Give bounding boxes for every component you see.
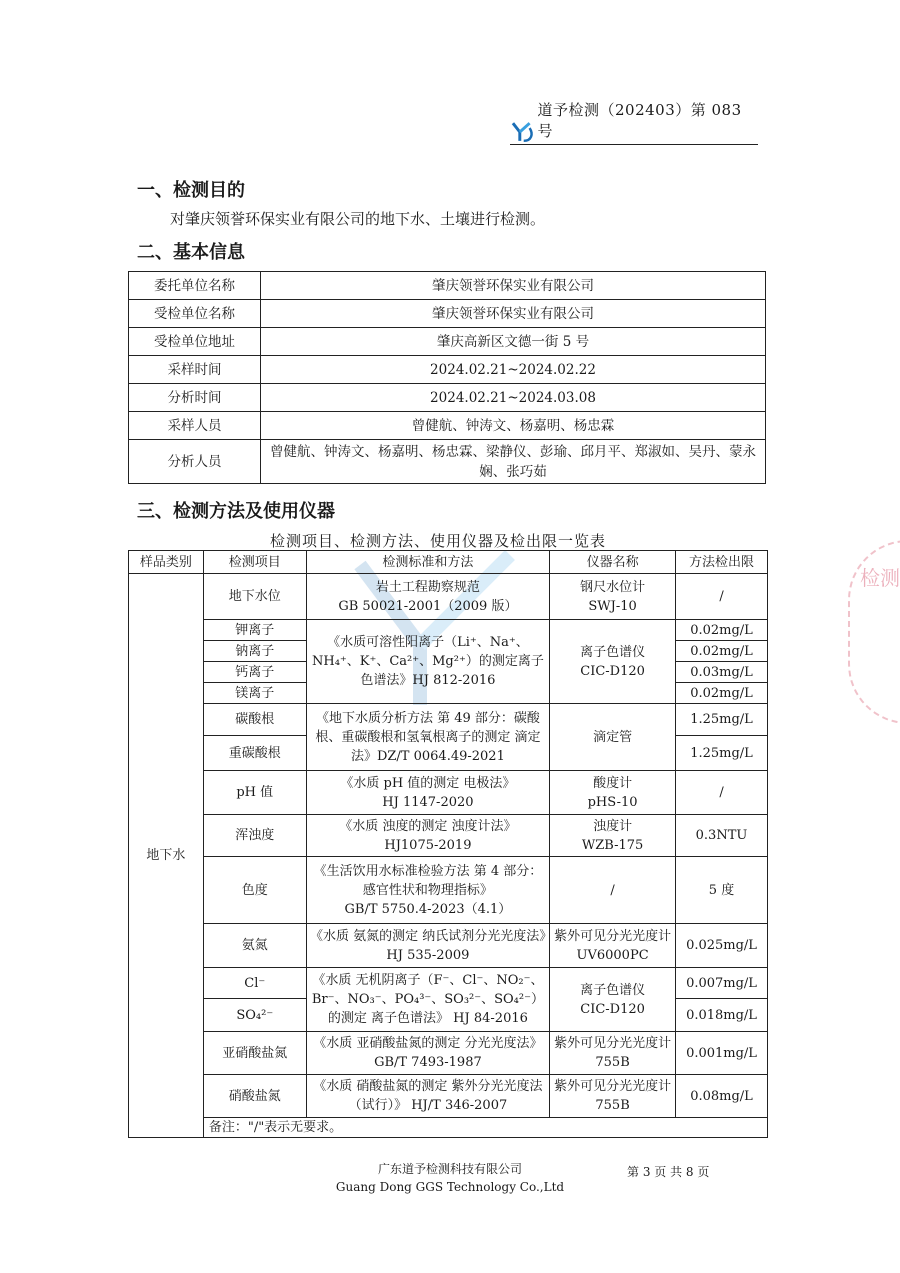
info-row <box>129 384 766 412</box>
item-cell: 碳酸根 <box>203 704 306 736</box>
method-cell: 《水质可溶性阳离子（Li⁺、Na⁺、NH₄⁺、K⁺、Ca²⁺、Mg²⁺）的测定离子色谱法》HJ 812-2016 <box>306 620 549 704</box>
footer-company-cn: 广东道予检测科技有限公司 <box>377 1162 522 1176</box>
item-cell: 亚硝酸盐氮 <box>203 1032 306 1075</box>
item-cell: 镁离子 <box>203 683 306 704</box>
info-label: 采样时间 <box>129 356 261 384</box>
item-cell: 色度 <box>203 857 306 924</box>
method-cell: 《水质 pH 值的测定 电极法》 HJ 1147-2020 <box>306 771 549 815</box>
info-row <box>129 412 766 440</box>
item-cell: 钠离子 <box>203 641 306 662</box>
item-cell: 钙离子 <box>203 662 306 683</box>
item-cell: 硝酸盐氮 <box>203 1075 306 1118</box>
info-row <box>129 300 766 328</box>
inspection-stamp <box>848 540 900 724</box>
header-cell: 检测项目 <box>203 551 306 574</box>
method-table <box>128 550 768 1138</box>
section-title-purpose: 一、检测目的 <box>137 180 245 201</box>
method-cell: 《生活饮用水标准检验方法 第 4 部分：感官性状和物理指标》 GB/T 5750.4-2023（4.1） <box>306 857 549 924</box>
instrument-cell: 紫外可见分光光度计 UV6000PC <box>550 924 676 968</box>
item-cell: 地下水位 <box>203 574 306 620</box>
basic-info-table <box>128 271 766 484</box>
limit-cell: 0.02mg/L <box>676 620 768 641</box>
section-title-methods: 三、检测方法及使用仪器 <box>137 501 335 522</box>
page-number: 第 3 页 共 8 页 <box>627 1165 710 1179</box>
limit-cell: 0.08mg/L <box>676 1075 768 1118</box>
limit-cell: 0.001mg/L <box>676 1032 768 1075</box>
limit-cell: 0.007mg/L <box>676 968 768 999</box>
instrument-cell: 滴定管 <box>550 704 676 771</box>
info-label: 采样人员 <box>129 412 261 440</box>
header-cell: 样品类别 <box>129 551 204 574</box>
info-value: 2024.02.21~2024.03.08 <box>261 384 766 412</box>
info-value: 肇庆领誉环保实业有限公司 <box>261 272 766 300</box>
method-cell: 《水质 无机阴离子（F⁻、Cl⁻、NO₂⁻、Br⁻、NO₃⁻、PO₄³⁻、SO₃²⁻、SO₄²⁻）的测定 离子色谱法》 HJ 84-2016 <box>306 968 549 1032</box>
table-caption: 检测项目、检测方法、使用仪器及检出限一览表 <box>270 532 607 550</box>
item-cell: 钾离子 <box>203 620 306 641</box>
footer-company-en: Guang Dong GGS Technology Co.,Ltd <box>335 1180 565 1194</box>
table-note: 备注："/"表示无要求。 <box>203 1118 767 1138</box>
info-label: 分析时间 <box>129 384 261 412</box>
item-cell: 氨氮 <box>203 924 306 968</box>
header-cell: 仪器名称 <box>550 551 676 574</box>
header-cell: 方法检出限 <box>676 551 768 574</box>
item-cell: Cl⁻ <box>203 968 306 999</box>
instrument-cell: 紫外可见分光光度计 755B <box>550 1075 676 1118</box>
limit-cell: / <box>676 771 768 815</box>
method-cell: 《水质 氨氮的测定 纳氏试剂分光光度法》HJ 535-2009 <box>306 924 549 968</box>
instrument-cell: 钢尺水位计 SWJ-10 <box>550 574 676 620</box>
instrument-cell: 离子色谱仪 CIC-D120 <box>550 968 676 1032</box>
item-cell: 浑浊度 <box>203 815 306 857</box>
limit-cell: / <box>676 574 768 620</box>
limit-cell: 5 度 <box>676 857 768 924</box>
stamp-text: 检测 <box>860 566 900 590</box>
info-value: 2024.02.21~2024.02.22 <box>261 356 766 384</box>
item-cell: 重碳酸根 <box>203 736 306 771</box>
footer-company <box>0 1160 900 1196</box>
method-cell: 《水质 硝酸盐氮的测定 紫外分光光度法（试行）》 HJ/T 346-2007 <box>306 1075 549 1118</box>
info-label: 受检单位地址 <box>129 328 261 356</box>
limit-cell: 0.02mg/L <box>676 641 768 662</box>
info-value: 肇庆领誉环保实业有限公司 <box>261 300 766 328</box>
info-value: 曾健航、钟涛文、杨嘉明、杨忠霖 <box>261 412 766 440</box>
company-logo-icon <box>510 120 535 144</box>
report-number: 道予检测（202403）第 083 号 <box>537 101 742 140</box>
method-cell: 《水质 浊度的测定 浊度计法》 HJ1075-2019 <box>306 815 549 857</box>
sample-category: 地下水 <box>129 574 204 1138</box>
limit-cell: 1.25mg/L <box>676 736 768 771</box>
instrument-cell: 紫外可见分光光度计 755B <box>550 1032 676 1075</box>
limit-cell: 1.25mg/L <box>676 704 768 736</box>
info-label: 受检单位名称 <box>129 300 261 328</box>
instrument-cell: 浊度计 WZB-175 <box>550 815 676 857</box>
limit-cell: 0.025mg/L <box>676 924 768 968</box>
info-label: 分析人员 <box>129 440 261 484</box>
instrument-cell: 酸度计 pHS-10 <box>550 771 676 815</box>
info-value: 曾健航、钟涛文、杨嘉明、杨忠霖、梁静仪、彭瑜、邱月平、郑淑如、吴丹、蒙永娴、张巧茹 <box>261 440 766 484</box>
purpose-text: 对肇庆领誉环保实业有限公司的地下水、土壤进行检测。 <box>170 210 546 228</box>
info-row <box>129 356 766 384</box>
limit-cell: 0.018mg/L <box>676 999 768 1032</box>
item-cell: pH 值 <box>203 771 306 815</box>
limit-cell: 0.03mg/L <box>676 662 768 683</box>
info-row <box>129 440 766 484</box>
section-title-basic-info: 二、基本信息 <box>137 242 245 263</box>
info-value: 肇庆高新区文德一街 5 号 <box>261 328 766 356</box>
method-cell: 岩土工程勘察规范 GB 50021-2001（2009 版） <box>306 574 549 620</box>
method-cell: 《地下水质分析方法 第 49 部分：碳酸根、重碳酸根和氢氧根离子的测定 滴定法》DZ/T 0064.49-2021 <box>306 704 549 771</box>
info-label: 委托单位名称 <box>129 272 261 300</box>
method-cell: 《水质 亚硝酸盐氮的测定 分光光度法》GB/T 7493-1987 <box>306 1032 549 1075</box>
report-header <box>510 101 758 145</box>
limit-cell: 0.02mg/L <box>676 683 768 704</box>
item-cell: SO₄²⁻ <box>203 999 306 1032</box>
limit-cell: 0.3NTU <box>676 815 768 857</box>
info-row <box>129 272 766 300</box>
info-row <box>129 328 766 356</box>
instrument-cell: / <box>550 857 676 924</box>
header-cell: 检测标准和方法 <box>306 551 549 574</box>
instrument-cell: 离子色谱仪 CIC-D120 <box>550 620 676 704</box>
